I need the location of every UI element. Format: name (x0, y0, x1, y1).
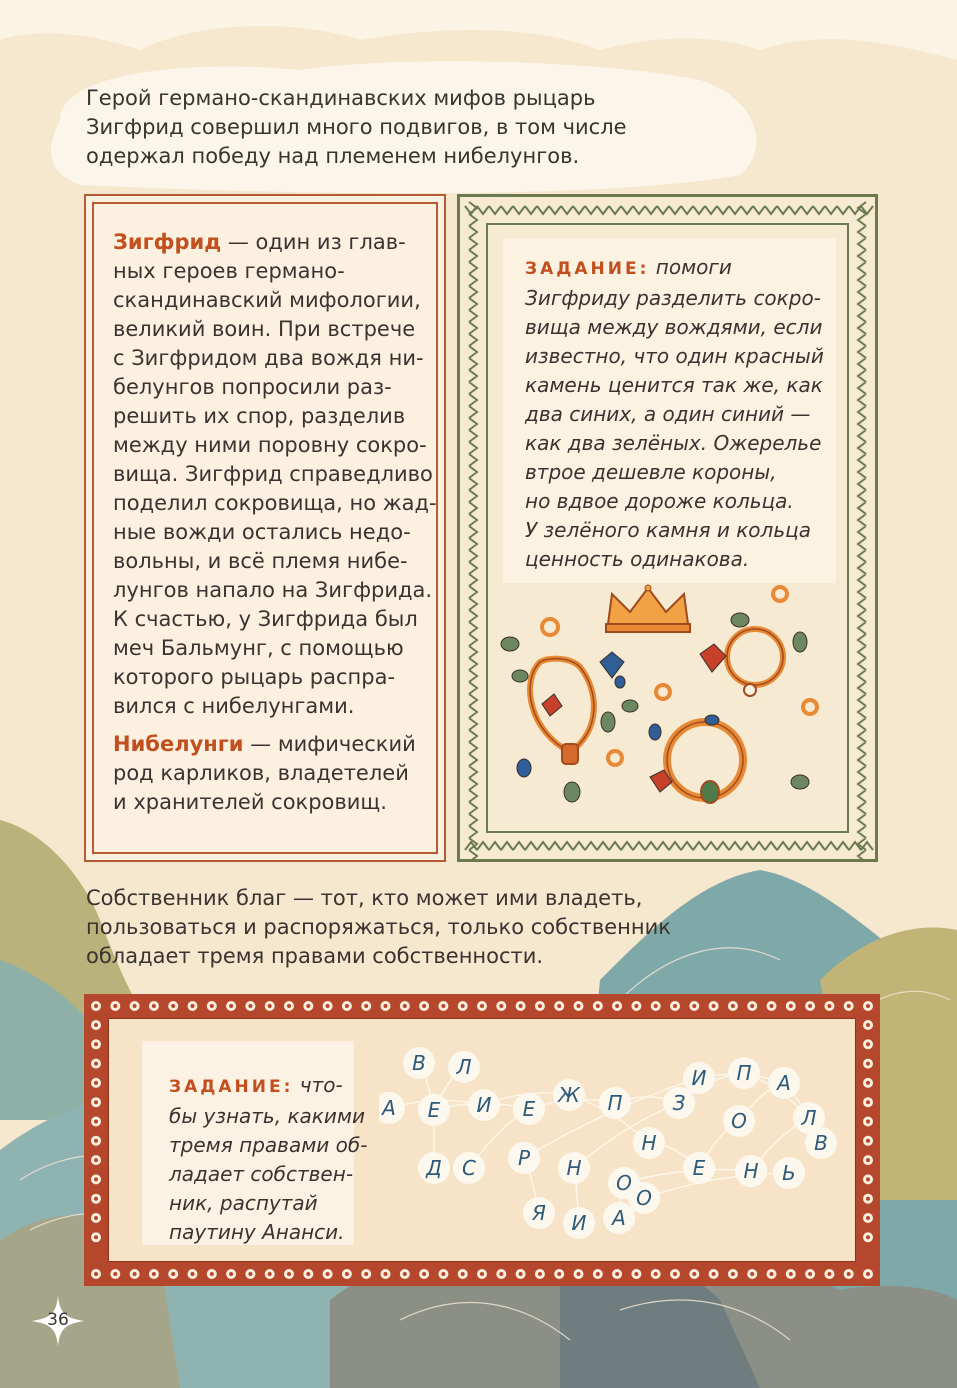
web-letter: Ж (558, 1083, 580, 1107)
task-line: ладает собствен- (169, 1162, 354, 1186)
bracelet-icon (667, 722, 743, 803)
gem-icon (501, 613, 809, 802)
web-letter: И (691, 1066, 707, 1090)
intro-line: Герой германо-скандинавских мифов рыцарь (86, 86, 596, 110)
web-letter: А (777, 1071, 791, 1095)
task-text (525, 253, 835, 574)
web-letter: В (814, 1131, 828, 1155)
ownership-line: пользоваться и распоряжаться, только собственник (86, 915, 671, 939)
task-line: Зигфриду разделить сокро- (525, 286, 821, 310)
ownership-line: обладает тремя правами собственности. (86, 944, 544, 968)
web-letter: В (412, 1051, 426, 1075)
treasure-task-box (457, 194, 878, 862)
task-card-treasure (503, 238, 836, 583)
intro-line: Зигфрид совершил много подвигов, в том числе (86, 115, 627, 139)
info-line: К счастью, у Зигфрида был (113, 607, 418, 631)
info-line: и хранителей сокровищ. (113, 790, 387, 814)
treasure-illustration (500, 582, 840, 827)
info-line: вольны, и всё племя нибе- (113, 549, 408, 573)
term-nibelungs: Нибелунги (113, 732, 244, 756)
info-line: вища. Зигфрид справедливо (113, 462, 433, 486)
info-line: вился с нибелунгами. (113, 694, 355, 718)
web-letter: П (736, 1061, 752, 1085)
task-line: бы узнать, какими (169, 1104, 365, 1128)
necklace-icon (530, 659, 594, 764)
info-line: с Зигфридом два вождя ни- (113, 346, 424, 370)
task-line: камень ценится так же, как (525, 373, 823, 397)
info-line (113, 730, 433, 759)
task-line: ник, распутай (169, 1191, 318, 1215)
intro-text (86, 84, 686, 171)
web-letter: Н (743, 1159, 759, 1183)
web-letter: И (571, 1211, 587, 1235)
intro-line: одержал победу над племенем нибелунгов. (86, 144, 580, 168)
anansi-web-puzzle (379, 1043, 849, 1253)
info-line: ные вожди остались недо- (113, 520, 411, 544)
web-letter: О (636, 1186, 652, 1210)
info-box (84, 194, 446, 862)
web-letter: Н (566, 1156, 582, 1180)
info-line: которого рыцарь распра- (113, 665, 396, 689)
task-line (525, 253, 835, 284)
task-line: тремя правами об- (169, 1133, 368, 1157)
info-line: ных героев германо- (113, 259, 345, 283)
task-line (169, 1071, 369, 1102)
web-letter: Н (641, 1131, 657, 1155)
task-label: ЗАДАНИЕ: (525, 259, 650, 279)
web-letter: Д (426, 1156, 442, 1180)
task-line: У зелёного камня и кольца (525, 518, 811, 542)
web-letter: Е (522, 1097, 536, 1121)
web-letter: Р (517, 1146, 531, 1170)
task-line-rest: помоги (649, 255, 732, 279)
web-letter: Е (692, 1156, 706, 1180)
task-card-web (142, 1041, 368, 1245)
web-letter: Я (532, 1201, 546, 1225)
task-label: ЗАДАНИЕ: (169, 1077, 294, 1097)
web-letter: Л (801, 1106, 817, 1130)
info-line (113, 228, 433, 257)
info-line: скандинавский мифологии, (113, 288, 421, 312)
task-line: как два зелёных. Ожерелье (525, 431, 822, 455)
task-line: известно, что один красный (525, 344, 824, 368)
info-line: поделил сокровища, но жад- (113, 491, 437, 515)
ownership-text (86, 884, 786, 971)
info-line: род карликов, владетелей (113, 761, 409, 785)
task-line: паутину Ананси. (169, 1220, 345, 1244)
info-line: белунгов попросили раз- (113, 375, 392, 399)
web-letter: О (731, 1109, 747, 1133)
task-line: втрое дешевле короны, (525, 460, 777, 484)
task-line: два синих, а один синий — (525, 402, 811, 426)
task-line: ценность одинакова. (525, 547, 750, 571)
web-letter: И (476, 1093, 492, 1117)
web-letter: Ь (782, 1161, 796, 1185)
ownership-line: Собственник благ — тот, кто может ими владеть, (86, 886, 643, 910)
term-siegfried: Зигфрид (113, 230, 222, 254)
info-line-rest: — мифический (243, 732, 416, 756)
info-line: решить их спор, разделив (113, 404, 406, 428)
web-task-box (84, 994, 880, 1286)
info-line-rest: — один из глав- (221, 230, 406, 254)
web-task-inner (108, 1018, 856, 1262)
task-text (169, 1071, 369, 1247)
web-letter: А (382, 1096, 396, 1120)
task-line: но вдвое дороже кольца. (525, 489, 794, 513)
info-line: меч Бальмунг, с помощью (113, 636, 404, 660)
web-letter: З (672, 1091, 686, 1115)
necklace-icon (727, 629, 783, 696)
task-line-rest: что- (293, 1073, 343, 1097)
page-number-badge (32, 1296, 84, 1346)
info-line: лунгов напало на Зигфрида. (113, 578, 433, 602)
info-line: между ними поровну сокро- (113, 433, 427, 457)
web-letter: С (462, 1156, 476, 1180)
crown-icon (606, 585, 690, 632)
web-letter: Е (427, 1098, 441, 1122)
info-line: великий воин. При встрече (113, 317, 416, 341)
web-letter: О (616, 1171, 632, 1195)
page-number: 36 (47, 1310, 69, 1330)
web-letter: П (607, 1091, 623, 1115)
task-line: вища между вождями, если (525, 315, 823, 339)
info-text (113, 228, 437, 826)
web-letter: А (612, 1206, 626, 1230)
web-letter: Л (456, 1055, 472, 1079)
